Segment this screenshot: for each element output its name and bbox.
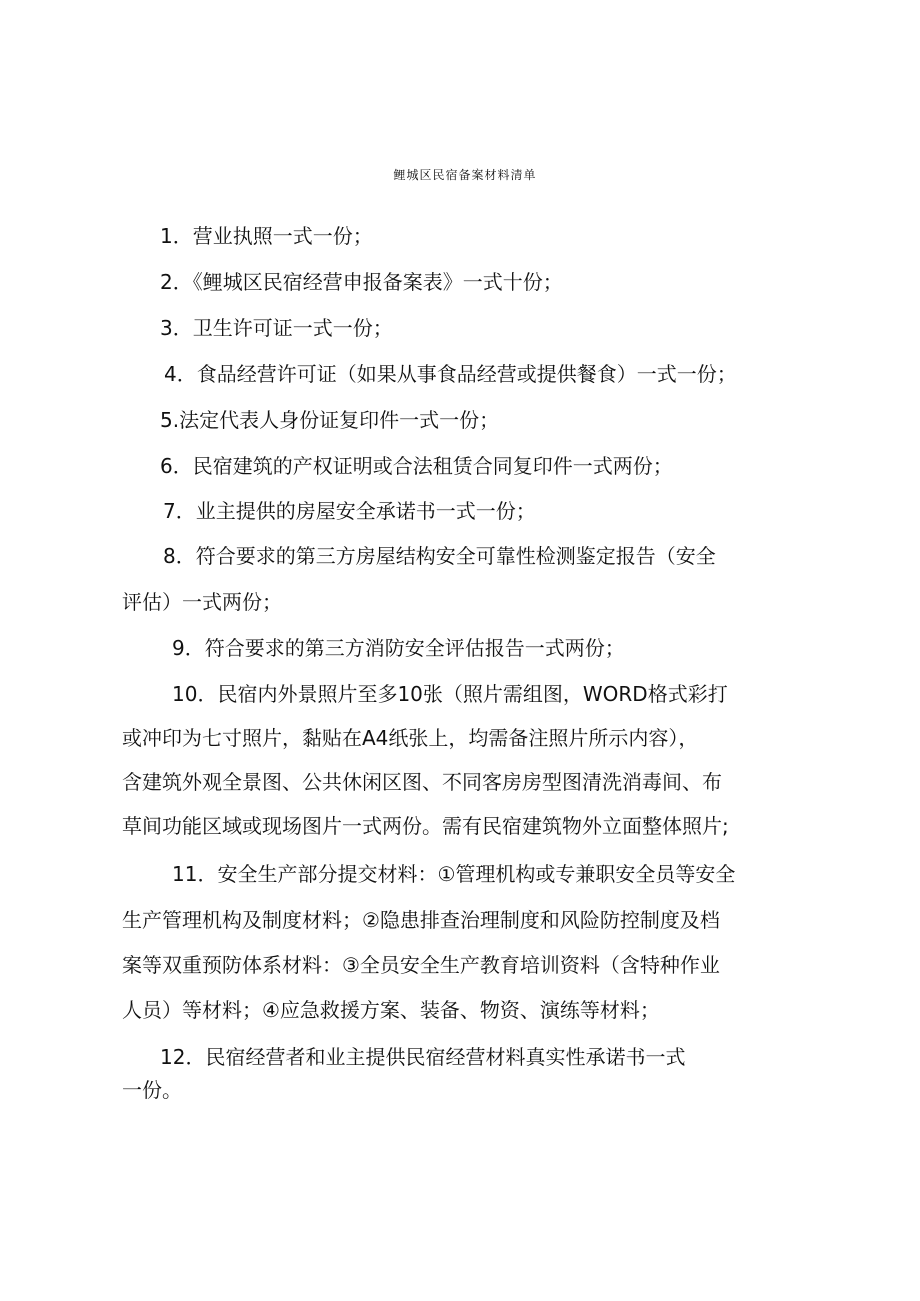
- list-item-4-line-1: 4．食品经营许可证（如果从事食品经营或提供餐食）一式一份；: [164, 362, 737, 386]
- list-item-10-line-2: 或冲印为七寸照片，黏贴在A4纸张上，均需备注照片所示内容），: [122, 726, 699, 750]
- list-item-8-line-2: 评估）一式两份；: [122, 590, 282, 614]
- list-item-11-line-1: 11．安全生产部分提交材料：①管理机构或专兼职安全员等安全: [172, 862, 736, 886]
- list-item-5-line-1: 5.法定代表人身份证复印件一式一份；: [160, 408, 500, 432]
- list-item-12-line-2: 一份。: [122, 1078, 182, 1102]
- list-item-10-line-3: 含建筑外观全景图、公共休闲区图、不同客房房型图清洗消毒间、布: [122, 770, 722, 794]
- list-item-7-line-1: 7．业主提供的房屋安全承诺书一式一份；: [163, 499, 536, 523]
- list-item-11-line-2: 生产管理机构及制度材料；②隐患排查治理制度和风险防控制度及档: [122, 908, 720, 932]
- list-item-10-line-4: 草间功能区域或现场图片一式两份。需有民宿建筑物外立面整体照片;: [122, 814, 729, 838]
- list-item-2-line-1: 2．《鲤城区民宿经营申报备案表》一式十份；: [160, 270, 563, 294]
- list-item-12-line-1: 12．民宿经营者和业主提供民宿经营材料真实性承诺书一式: [160, 1045, 686, 1069]
- list-item-1-line-1: 1．营业执照一式一份；: [160, 224, 373, 248]
- list-item-10-line-1: 10．民宿内外景照片至多10张（照片需组图，WORD格式彩打: [172, 682, 728, 706]
- list-item-11-line-3: 案等双重预防体系材料：③全员安全生产教育培训资料（含特种作业: [122, 953, 720, 977]
- list-item-9-line-1: 9．符合要求的第三方消防安全评估报告一式两份；: [172, 636, 625, 660]
- list-item-8-line-1: 8．符合要求的第三方房屋结构安全可靠性检测鉴定报告（安全: [163, 544, 716, 568]
- list-item-6-line-1: 6．民宿建筑的产权证明或合法租赁合同复印件一式两份；: [160, 454, 673, 478]
- document-title: 鲤城区民宿备案材料清单: [393, 168, 537, 182]
- list-item-3-line-1: 3．卫生许可证一式一份；: [160, 316, 393, 340]
- list-item-11-line-4: 人员）等材料；④应急救援方案、装备、物资、演练等材料；: [122, 998, 660, 1022]
